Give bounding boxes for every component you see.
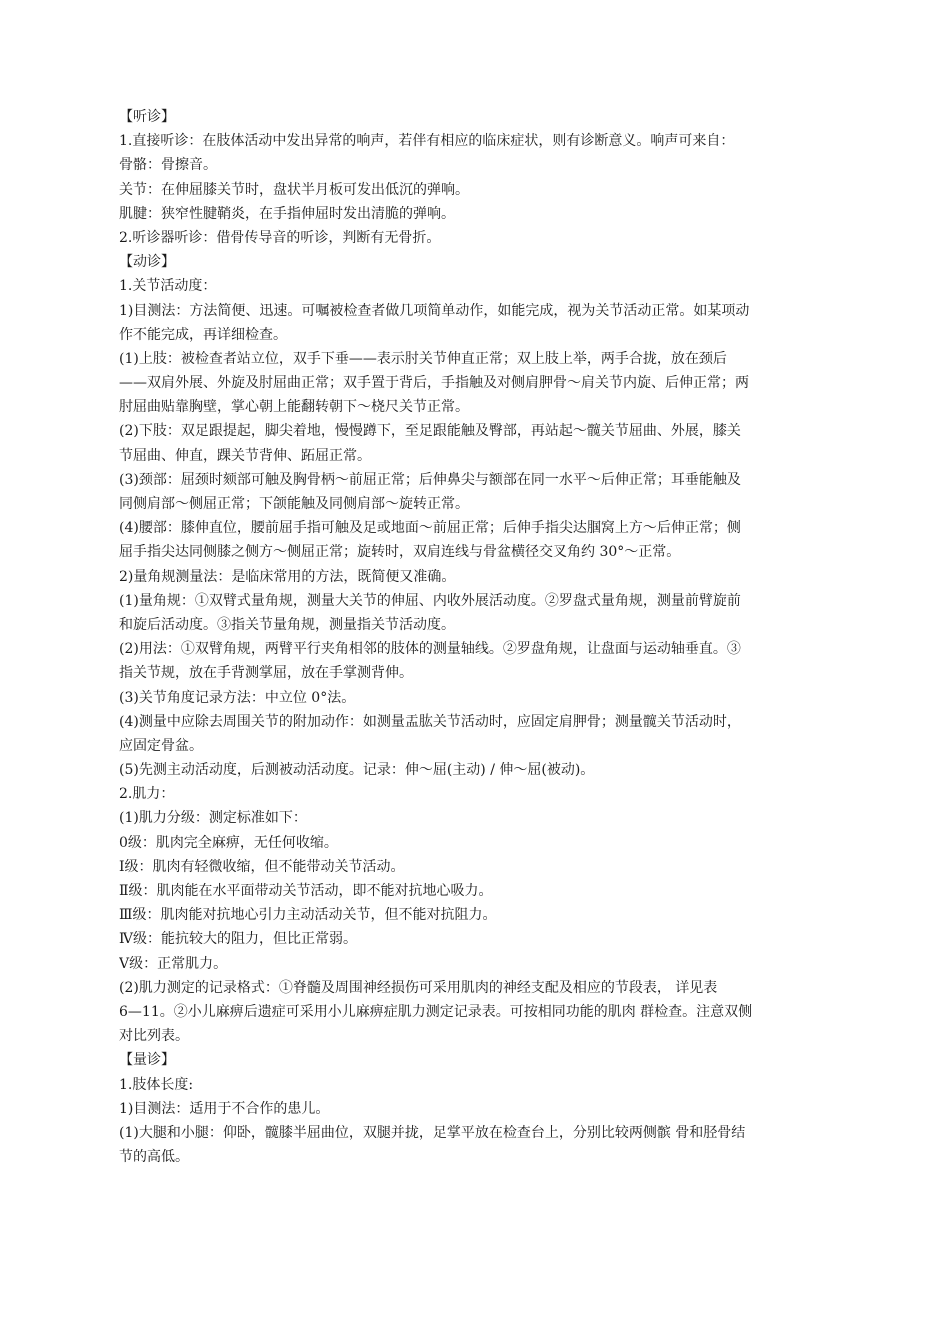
text-line: Ⅴ级：正常肌力。 [119,955,228,972]
text-line: 肌腱：狭窄性腱鞘炎，在手指伸屈时发出清脆的弹响。 [119,205,455,222]
text-line: Ⅰ级：肌肉有轻微收缩，但不能带动关节活动。 [119,858,405,875]
text-line: Ⅱ级：肌肉能在水平面带动关节活动，即不能对抗地心吸力。 [119,883,493,899]
text-line: 对比列表。 [119,1028,189,1045]
section-heading-measurement: 【量诊】 [119,1052,175,1069]
text-line: Ⅲ级：肌肉能对抗地心引力主动活动关节，但不能对抗阻力。 [119,907,497,924]
text-line: 和旋后活动度。③指关节量角规，测量指关节活动度。 [119,616,455,633]
text-line: 1.关节活动度： [119,278,217,295]
text-line: 0级：肌肉完全麻痹，无任何收缩。 [119,834,338,851]
text-line: 1)目测法：方法简便、迅速。可嘱被检查者做几项简单动作，如能完成，视为关节活动正常。如某项动 [119,302,750,319]
text-line: 2)量角规测量法：是临床常用的方法，既简便又准确。 [119,568,456,585]
text-line: 2.听诊器听诊：借骨传导音的听诊，判断有无骨折。 [119,229,441,246]
text-line: 节屈曲、伸直，踝关节背伸、跖屈正常。 [119,447,371,464]
text-line: 同侧肩部～侧屈正常；下颌能触及同侧肩部～旋转正常。 [119,496,469,512]
text-line: (2)肌力测定的记录格式：①脊髓及周围神经损伤可采用肌肉的神经支配及相应的节段表， 详见表 [119,979,718,996]
text-line: 1)目测法：适用于不合作的患儿。 [119,1100,330,1117]
text-line: (1)量角规：①双臂式量角规，测量大关节的伸屈、内收外展活动度。②罗盘式量角规，测量前臂旋前 [119,592,741,609]
text-line: (2)用法：①双臂角规，两臂平行夹角相邻的肢体的测量轴线。②罗盘角规，让盘面与运动轴垂直。③ [119,641,741,658]
text-line: (2)下肢：双足跟提起，脚尖着地，慢慢蹲下，至足跟能触及臀部，再站起～髋关节屈曲、外展，膝关 [119,423,741,440]
text-line: 指关节规，放在手背测掌屈，放在手掌测背伸。 [119,665,413,682]
document-body [119,105,839,1169]
text-line: ——双肩外展、外旋及肘屈曲正常；双手置于背后，手指触及对侧肩胛骨～肩关节内旋、后伸正常；两 [119,375,749,392]
text-line: 关节：在伸屈膝关节时，盘状半月板可发出低沉的弹响。 [119,181,469,198]
text-line: 肘屈曲贴靠胸壁，掌心朝上能翻转朝下～桡尺关节正常。 [119,399,469,416]
text-line: 2.肌力： [119,786,175,803]
text-line: 应固定骨盆。 [119,737,203,754]
text-line: 作不能完成，再详细检查。 [119,326,287,343]
text-line: (5)先测主动活动度，后测被动活动度。记录：伸～屈(主动) / 伸～屈(被动)。 [119,762,595,779]
text-line: (4)腰部：膝伸直位，腰前屈手指可触及足或地面～前屈正常；后伸手指尖达腘窝上方～后伸正常；侧 [119,520,741,537]
text-line: Ⅳ级：能抗较大的阻力，但比正常弱。 [119,931,357,948]
text-line: 节的高低。 [119,1149,189,1166]
text-line: 1.肢体长度: [119,1076,194,1093]
text-line: 6—11。②小儿麻痹后遗症可采用小儿麻痹症肌力测定记录表。可按相同功能的肌肉 群检查。注意双侧 [119,1003,753,1020]
text-line: (3)关节角度记录方法：中立位 0°法。 [119,689,356,706]
text-line: 骨骼：骨擦音。 [119,157,217,174]
text-line: (3)颈部：屈颈时颏部可触及胸骨柄～前屈正常；后伸鼻尖与额部在同一水平～后伸正常；耳垂能触及 [119,471,741,488]
text-line: (1)肌力分级：测定标准如下： [119,810,307,827]
text-line: (1)大腿和小腿：仰卧，髋膝半屈曲位，双腿并拢，足掌平放在检查台上，分别比较两侧髌 骨和胫骨结 [119,1124,746,1141]
text-line: 屈手指尖达同侧膝之侧方～侧屈正常；旋转时，双肩连线与骨盆横径交叉角约 30°～正常。 [119,544,681,561]
section-heading-auscultation: 【听诊】 [119,109,175,125]
text-line: (1)上肢：被检查者站立位，双手下垂——表示肘关节伸直正常；双上肢上举，两手合拢，放在颈后 [119,350,727,367]
text-line: 1.直接听诊：在肢体活动中发出异常的响声，若伴有相应的临床症状，则有诊断意义。响声可来自： [119,133,735,150]
text-line: (4)测量中应除去周围关节的附加动作：如测量盂肱关节活动时，应固定肩胛骨；测量髋关节活动时， [119,713,741,730]
section-heading-motion: 【动诊】 [119,254,175,271]
